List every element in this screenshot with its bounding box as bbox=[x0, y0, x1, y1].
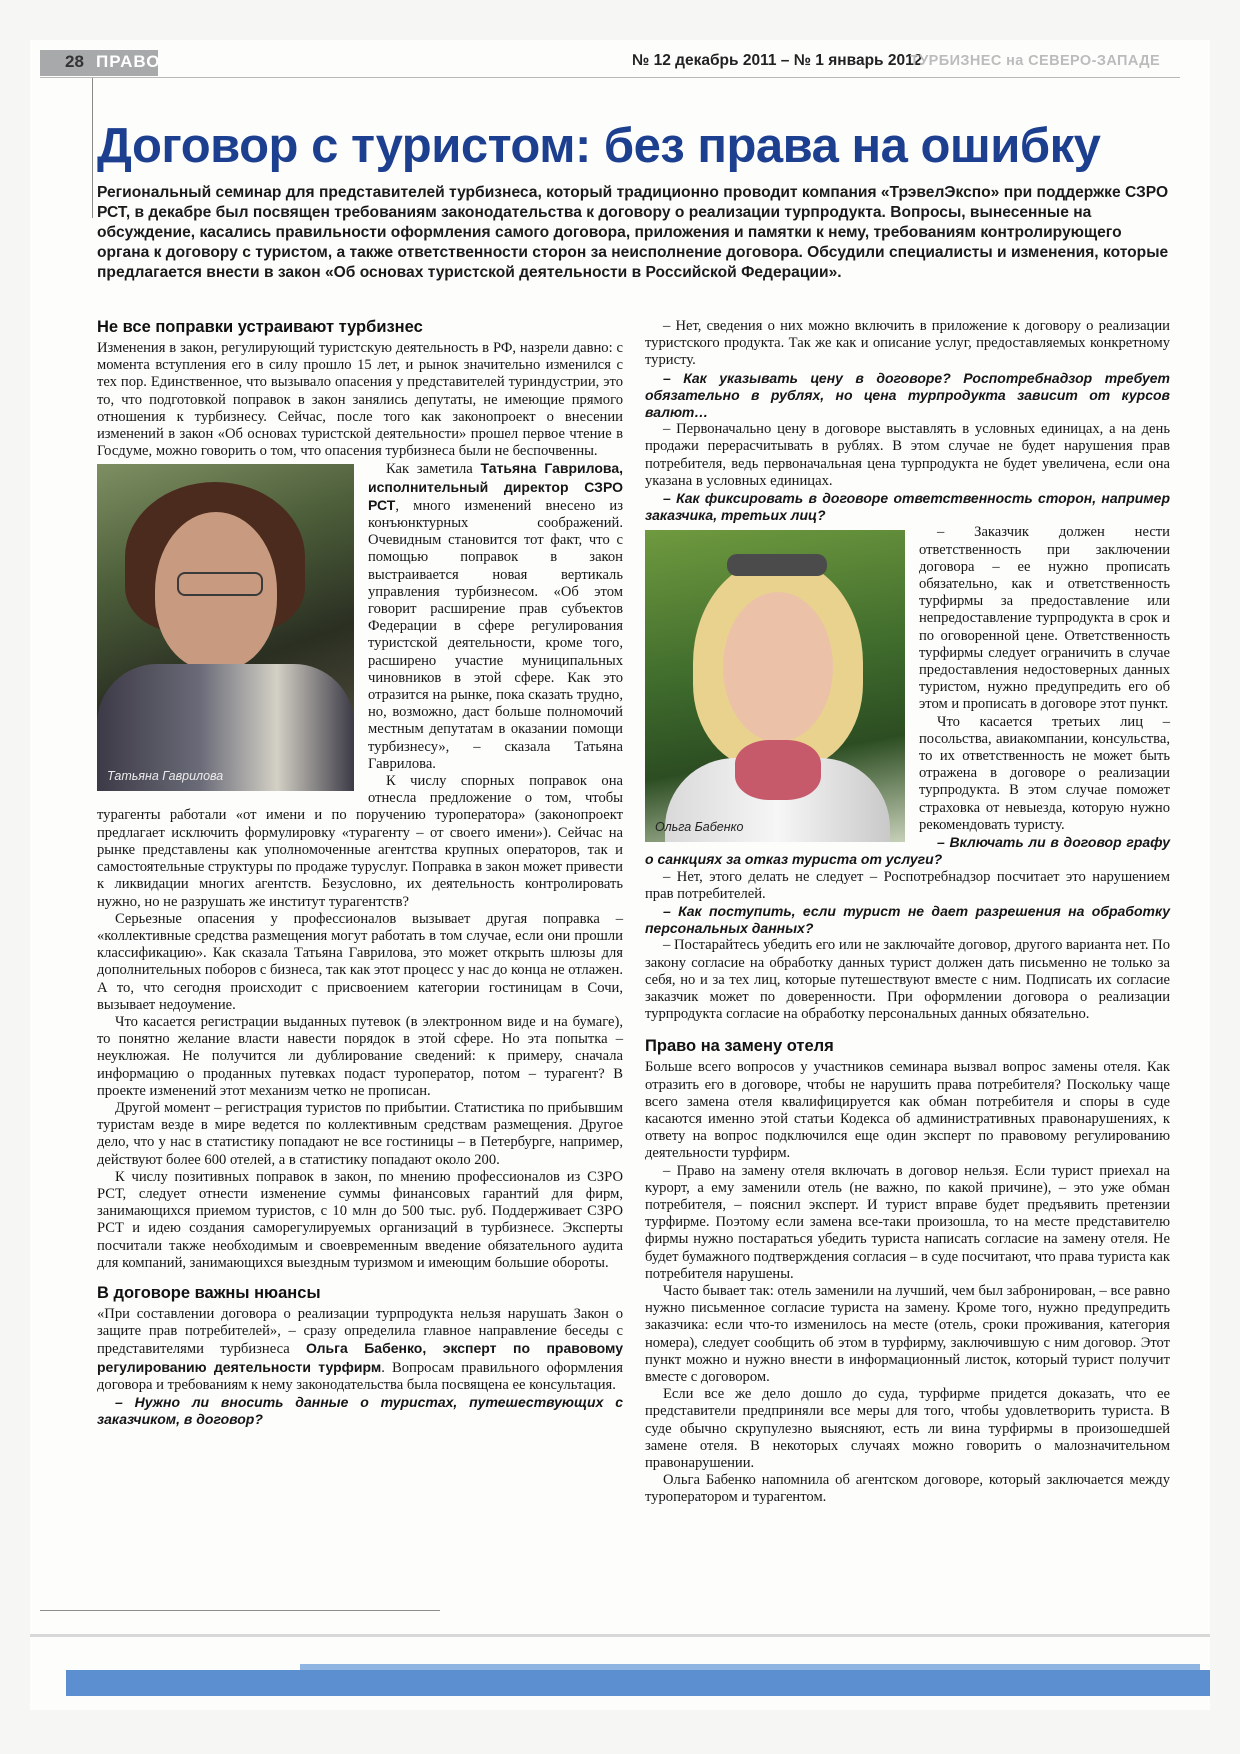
interview-question: – Как поступить, если турист не дает разрешения на обработку персональных данных? bbox=[645, 902, 1170, 937]
paragraph: К числу позитивных поправок в закон, по мнению профессионалов из СЗРО РСТ, следует отнести изменение суммы финансовых гарантий для фирм, занимающихся приемом туристов, с 10 млн до 500 тыс. руб. Поддерживает СЗРО РСТ и идею создания саморегулируемых организаций в турбизнесе. Эксперты посчитали также необходимым и своевременным введение обязательного аудита для компаний, занимающихся выездным туризмом и имеющим большие обороты. bbox=[97, 1168, 623, 1271]
paragraph: Что касается регистрации выданных путевок (в электронном виде и на бумаге), то понятно желание власти навести порядок в этой сфере. Но эта попытка – неуклюжая. Не получится ли дублирование сведений: к примеру, сначала информацию о проданных путевках подаст туроператор, потом – турагент? В проекте изменений этот механизм четко не прописан. bbox=[97, 1013, 623, 1099]
article-title: Договор с туристом: без права на ошибку bbox=[97, 119, 1101, 173]
paragraph: Другой момент – регистрация туристов по прибытии. Статистика по прибывшим туристам везде в мире ведется по коллективным средствам размещения. Другое дело, что у нас в статистику попадают не все гостиницы – в Петербурге, например, действуют более 600 отелей, а в статистику попадают около 200. bbox=[97, 1099, 623, 1168]
paragraph: – Нет, сведения о них можно включить в приложение к договору о реализации туристского продукта. Так же как и описание услуг, предоставляемых конкретному туристу. bbox=[645, 318, 1170, 369]
paragraph: Ольга Бабенко напомнила об агентском договоре, который заключается между туроператором и турагентом. bbox=[645, 1472, 1170, 1506]
paragraph: – Первоначально цену в договоре выставлять в условных единицах, а на день продажи перерасчитывать в рублях. В этом случае не будет нарушения прав потребителя, ведь первоначальная цена турпродукта не будет увеличена, если она указана в условных единицах. bbox=[645, 421, 1170, 489]
footer-rule bbox=[40, 1610, 440, 1611]
issue-date: № 12 декабрь 2011 – № 1 январь 2012 bbox=[632, 52, 923, 69]
magazine-brand: ТУРБИЗНЕС на СЕВЕРО-ЗАПАДЕ bbox=[910, 53, 1161, 69]
interview-question: – Как указывать цену в договоре? Роспотребнадзор требует обязательно в рублях, но цена турпродукта зависит от курсов валют… bbox=[645, 369, 1170, 421]
paragraph: Как заметила Татьяна Гаврилова, исполнительный директор СЗРО РСТ, много изменений внесено из конъюнктурных соображений. Очевидным становится тот факт, что с помощью поправок в закон выстраивается новая вертикаль управления турбизнесом. «Об этом говорит расширение прав субъектов Федерации в сфере регулирования туристской деятельности, кроме того, расширено участие муниципальных чиновников в этой сфере. Как это отразится на рынке, пока сказать трудно, но, возможно, даст больше полномочий местным депутатам в оказании помощи турбизнесу», – сказала Татьяна Гаврилова. bbox=[368, 460, 624, 772]
interview-question: – Включать ли в договор графу о санкциях за отказ туриста от услуги? bbox=[645, 834, 1170, 868]
paragraph: Если все же дело дошло до суда, турфирме придется доказать, что ее представители предприняли все меры для того, чтобы удовлетворить туриста. В суде обычно скрупулезно выясняют, есть ли вина турфирмы в произошедшей замене отеля. В некоторых случаях можно говорить о малозначительном правонарушении. bbox=[645, 1386, 1170, 1471]
paragraph: – Право на замену отеля включать в договор нельзя. Если турист приехал на курорт, а ему заменили отель (не важно, по какой причине), – это уже обман потребителя, – пояснил эксперт. И турист вправе будет предъявить претензии турфирме. Поэтому если замена все-таки произошла, то на месте представителю фирмы нужно постараться убедить туриста написать согласие на замену отеля. Не будет бумажного подтверждения согласия – в суде посчитают, что права туриста как потребителя нарушены. bbox=[645, 1162, 1170, 1282]
column-left bbox=[97, 318, 623, 1428]
column-right bbox=[645, 318, 1170, 1507]
paragraph: К числу спорных поправок она отнесла предложение о том, чтобы турагенты работали «от имени и по поручению туроператора» (законопроект предлагает исключить формулировку «турагенту – от своего имени»). Сейчас на рынке представлены как уполномоченные агентства крупных операторов, так и самостоятельные структуры по продаже туруслуг. Поправка в закон может привести к ликвидации многих агентств. Безусловно, их деятельность контролировать нужно, но не разрушать же институт турагентств? bbox=[97, 773, 623, 910]
margin-rule bbox=[92, 78, 93, 218]
rubric-label: ПРАВО bbox=[96, 52, 161, 71]
paragraph: – Нет, этого делать не следует – Роспотребнадзор посчитает это нарушением прав потребителей. bbox=[645, 868, 1170, 902]
person-name: Татьяна Гаврилова, исполнительный директор СЗРО РСТ bbox=[368, 460, 624, 513]
portrait-photo bbox=[97, 464, 354, 791]
scan-edge bbox=[30, 1634, 1210, 1637]
paragraph: Изменения в закон, регулирующий туристскую деятельность в РФ, назрели давно: с момента вступления его в силу прошло 15 лет, и рынок значительно изменился с тех пор. Единственное, что вызывало опасения у представителей туриндустрии, это то, что подготовкой поправок в закон занялись депутаты, не имеющие прямого отношения к турбизнесу. Сейчас, после того как законопроект о внесении изменений в закон «Об основах туристской деятельности» прошел первое чтение в Госдуме, можно говорить о том, что опасения турбизнеса были не беспочвенны. bbox=[97, 340, 623, 460]
portrait-photo bbox=[645, 530, 905, 842]
paragraph: Часто бывает так: отель заменили на лучший, чем был забронирован, – все равно нужно письменное согласие туриста на замену. Кроме того, нужно предупредить заказчика: если что-то изменилось на месте (отель, сроки проживания, категория номера), следует сообщить об этом в турфирму, заключившую с ним договор. Этот пункт можно и нужно внести в информационный листок, который турист получит вместе с договором. bbox=[645, 1282, 1170, 1385]
section-heading: Право на замену отеля bbox=[645, 1037, 834, 1056]
section-heading: Не все поправки устраивают турбизнес bbox=[97, 318, 423, 336]
section-heading: В договоре важны нюансы bbox=[97, 1283, 321, 1302]
paragraph: Больше всего вопросов у участников семинара вызвал вопрос замены отеля. Как отразить его в договоре, чтобы не нарушить права потребителя? Поскольку чаще всего замена отеля квалифицируется как обман потребителя и споры в суде касаются именно этой статьи Кодекса об административных правонарушениях, к ответу на вопрос подключился еще один эксперт по правовому регулированию деятельности турфирм. bbox=[645, 1059, 1170, 1162]
cover-edge bbox=[66, 1670, 1210, 1696]
paragraph: – Постарайтесь убедить его или не заключайте договор, другого варианта нет. По закону согласие на обработку данных турист должен дать письменно не только за себя, но и за тех лиц, которые путешествуют вместе с ним. Подписать их согласие заказчик может по доверенности. При оформлении договора о реализации турпродукта согласие на обработку персональных данных обязательно. bbox=[645, 937, 1170, 1023]
person-name: Ольга Бабенко, эксперт по правовому регулированию деятельности турфирм bbox=[97, 1340, 623, 1375]
interview-question: – Как фиксировать в договоре ответственность сторон, например заказчика, третьих лиц? bbox=[645, 490, 1170, 524]
photo-caption: Ольга Бабенко bbox=[655, 820, 744, 835]
article-lead: Региональный семинар для представителей турбизнеса, который традиционно проводит компания «ТрэвелЭкспо» при поддержке СЗРО РСТ, в декабре был посвящен требованиям законодательства к договору о реализации турпродукта. Вопросы, вынесенные на обсуждение, касались правильности оформления самого договора, приложения и памятки к нему, требованиям контролирующего органа к договору с туристом, а также ответственности сторон за неисполнение договора. Обсудили специалисты и изменения, которые предлагается внести в закон «Об основах туристской деятельности в Российской Федерации». bbox=[97, 184, 1169, 281]
paragraph: – Заказчик должен нести ответственность при заключении договора – ее нужно прописать обязательно, как и ответственность турфирмы за предоставление или непредоставление турпродукта в срок и по оговоренной цене. Ответственность турфирмы следует ограничить в случае предоставления недостоверных данных туристом, нужно предупредить его об этом и прописать в договоре этот пункт. bbox=[919, 524, 1170, 713]
interview-question: – Нужно ли вносить данные о туристах, путешествующих с заказчиком, в договор? bbox=[97, 1393, 623, 1428]
paragraph: Что касается третьих лиц – посольства, авиакомпании, консульства, то их ответственность не может быть отражена в договоре о реализации турпродукта. В этом случае поможет страховка от невыезда, которую нужно рекомендовать туристу. bbox=[919, 713, 1170, 833]
photo-caption: Татьяна Гаврилова bbox=[107, 769, 224, 784]
page-number: 28 bbox=[65, 52, 84, 71]
header-divider bbox=[40, 77, 1180, 78]
paragraph: «При составлении договора о реализации турпродукта нельзя нарушать Закон о защите прав потребителей», – сразу определила главное направление беседы с представителями турбизнеса Ольга Бабенко, эксперт по правовому регулированию деятельности турфирм. Вопросам правильного оформления договора и требованиям к нему законодательства была посвящена ее консультация. bbox=[97, 1305, 624, 1393]
paragraph: Серьезные опасения у профессионалов вызывает другая поправка – «коллективные средства размещения могут работать в том случае, если они прошли классификацию». Как сказала Татьяна Гаврилова, это может открыть шлюзы для дополнительных поборов с бизнеса, так как этот процесс у нас до конца не отлажен. А то, что сегодня происходит с присвоением категории гостиницам в Сочи, вызывает недоумение. bbox=[97, 910, 623, 1013]
